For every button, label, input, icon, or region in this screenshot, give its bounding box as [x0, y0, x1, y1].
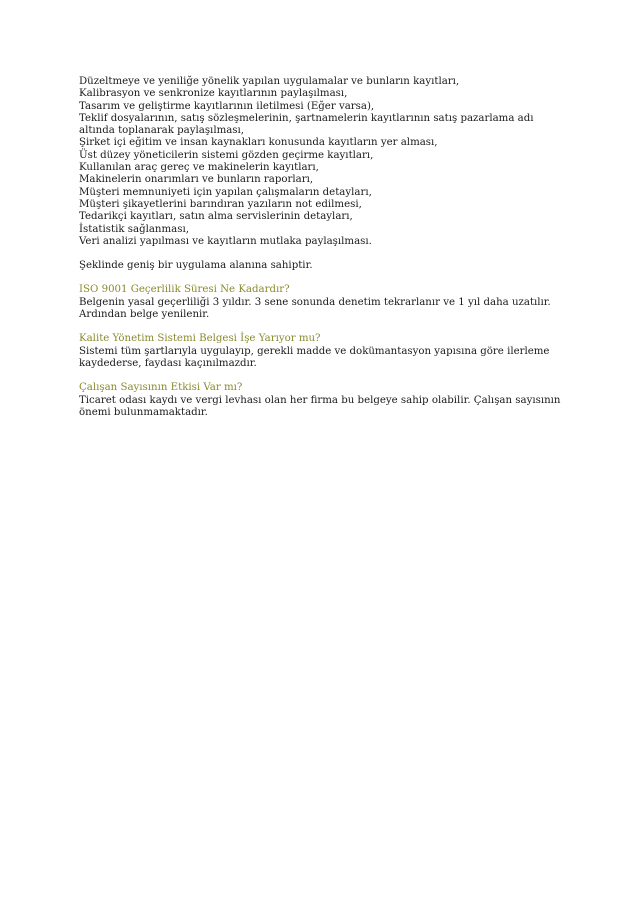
- section-employee-count: [79, 382, 569, 419]
- section-body: Belgenin yasal geçerliliği 3 yıldır. 3 sene sonunda denetim tekrarlanır ve 1 yıl daha uzatılır. Ardından belge yenilenir.: [79, 296, 551, 321]
- spacer: [79, 248, 569, 260]
- section-validity-period: [79, 284, 569, 321]
- list-item: Üst düzey yöneticilerin sistemi gözden geçirme kayıtları,: [79, 149, 374, 161]
- list-item: Makinelerin onarımları ve bunların raporları,: [79, 174, 314, 186]
- spacer: [79, 370, 569, 382]
- list-item: Tedarikçi kayıtları, satın alma servislerinin detayları,: [79, 211, 353, 223]
- document-page: [79, 76, 569, 419]
- list-item: Tasarım ve geliştirme kayıtlarının iletilmesi (Eğer varsa),: [79, 100, 375, 112]
- spacer: [79, 321, 569, 333]
- section-heading: Kalite Yönetim Sistemi Belgesi İşe Yarıyor mu?: [79, 333, 321, 345]
- section-body: Sistemi tüm şartlarıyla uygulayıp, gerekli madde ve dokümantasyon yapısına göre ilerleme kaydederse, faydası kaçınılmazdır.: [79, 345, 550, 369]
- list-item: Veri analizi yapılması ve kayıtların mutlaka paylaşılması.: [79, 235, 372, 247]
- section-usefulness: [79, 333, 569, 370]
- list-item: Müşteri şikayetlerini barındıran yazıların not edilmesi,: [79, 198, 362, 210]
- record-list: [79, 76, 569, 248]
- section-body: Ticaret odası kaydı ve vergi levhası olan her firma bu belgeye sahip olabilir. Çalışan sayısının önemi bulunmamaktadır.: [79, 394, 561, 418]
- spacer: [79, 272, 569, 284]
- section-heading: Çalışan Sayısının Etkisi Var mı?: [79, 382, 243, 394]
- list-item: Düzeltmeye ve yeniliğe yönelik yapılan uygulamalar ve bunların kayıtları,: [79, 76, 460, 87]
- list-item: Kullanılan araç gereç ve makinelerin kayıtları,: [79, 162, 319, 174]
- list-item: Teklif dosyalarının, satış sözleşmelerinin, şartnamelerin kayıtlarının satış pazarlama adı altında toplanarak paylaşılması,: [79, 112, 534, 137]
- section-heading: ISO 9001 Geçerlilik Süresi Ne Kadardır?: [79, 284, 290, 296]
- list-item: Kalibrasyon ve senkronize kayıtlarının paylaşılması,: [79, 88, 348, 100]
- list-item: Şirket içi eğitim ve insan kaynakları konusunda kayıtların yer alması,: [79, 137, 438, 149]
- summary-paragraph: Şeklinde geniş bir uygulama alanına sahiptir.: [79, 260, 313, 272]
- list-item: Müşteri memnuniyeti için yapılan çalışmaların detayları,: [79, 186, 372, 198]
- list-item: İstatistik sağlanması,: [79, 223, 189, 235]
